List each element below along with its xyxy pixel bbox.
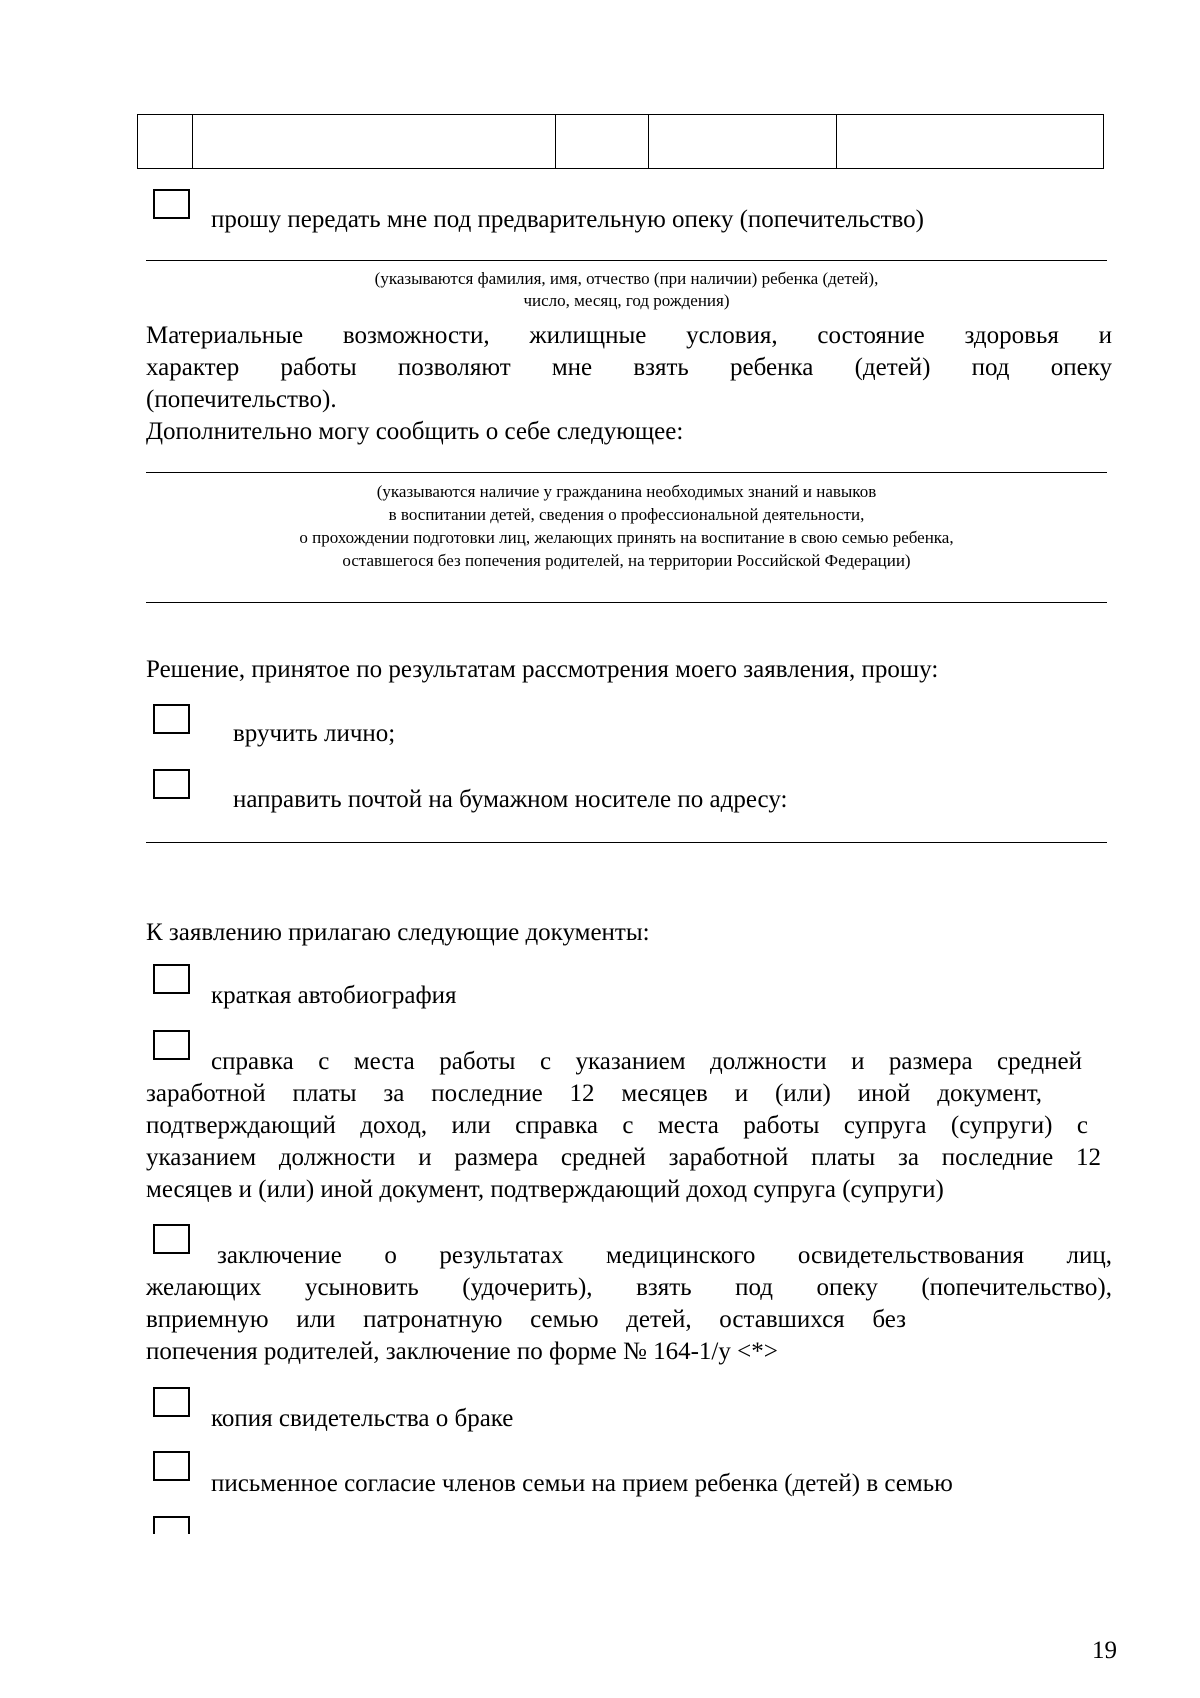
marriage-certificate-checkbox[interactable]	[153, 1387, 190, 1417]
medical-line-3: вприемную или патронатную семью детей, оставшихся без	[146, 1306, 906, 1333]
work-certificate-line-2: заработной платы за последние 12 месяцев и (или) иной документ,	[146, 1080, 1042, 1107]
opeka-checkbox[interactable]	[153, 189, 190, 219]
table-cell[interactable]	[837, 115, 1104, 169]
documents-label: К заявлению прилагаю следующие документы:	[146, 919, 650, 946]
material-line-2: характер работы позволяют мне взять ребенка (детей) под опеку	[146, 354, 1112, 381]
material-line-1: Материальные возможности, жилищные условия, состояние здоровья и	[146, 322, 1112, 349]
send-by-mail-label: направить почтой на бумажном носителе по адресу:	[233, 786, 788, 813]
child-caption-2: число, месяц, год рождения)	[523, 291, 730, 310]
top-table	[137, 114, 1104, 169]
additional-caption-3: о прохождении подготовки лиц, желающих принять на воспитание в свою семью ребенка,	[299, 528, 954, 547]
family-consent-checkbox[interactable]	[153, 1451, 190, 1481]
send-by-mail-checkbox[interactable]	[153, 769, 190, 799]
medical-line-1: заключение о результатах медицинского освидетельствования лиц,	[217, 1242, 1112, 1269]
table-cell[interactable]	[193, 115, 556, 169]
additional-info-field-2[interactable]	[146, 602, 1107, 603]
work-certificate-checkbox[interactable]	[153, 1030, 190, 1060]
table-cell[interactable]	[649, 115, 837, 169]
work-certificate-line-5: месяцев и (или) иной документ, подтверждающий доход супруга (супруги)	[146, 1176, 944, 1203]
work-certificate-line-4: указанием должности и размера средней заработной платы за последние 12	[146, 1144, 1101, 1171]
medical-line-2: желающих усыновить (удочерить), взять под опеку (попечительство),	[146, 1274, 1112, 1301]
deliver-personally-label: вручить лично;	[233, 720, 396, 747]
additional-caption-2: в воспитании детей, сведения о профессиональной деятельности,	[388, 505, 865, 524]
child-info-field[interactable]	[146, 260, 1107, 261]
additional-caption-1: (указываются наличие у гражданина необходимых знаний и навыков	[376, 482, 877, 501]
material-line-3: (попечительство).	[146, 386, 337, 413]
autobiography-label: краткая автобиография	[211, 982, 457, 1009]
medical-checkbox[interactable]	[153, 1224, 190, 1254]
family-consent-label: письменное согласие членов семьи на прием ребенка (детей) в семью	[211, 1470, 953, 1497]
decision-label: Решение, принятое по результатам рассмотрения моего заявления, прошу:	[146, 656, 939, 683]
deliver-personally-checkbox[interactable]	[153, 704, 190, 734]
work-certificate-line-1: справка с места работы с указанием должности и размера средней	[211, 1048, 1082, 1075]
medical-line-4: попечения родителей, заключение по форме № 164-1/у <*>	[146, 1338, 778, 1365]
additional-label: Дополнительно могу сообщить о себе следующее:	[146, 418, 684, 445]
additional-info-field[interactable]	[146, 472, 1107, 473]
next-checkbox-partial[interactable]	[153, 1516, 190, 1534]
mail-address-field[interactable]	[146, 842, 1107, 843]
child-caption-1: (указываются фамилия, имя, отчество (при наличии) ребенка (детей),	[374, 269, 879, 288]
additional-caption-4: оставшегося без попечения родителей, на территории Российской Федерации)	[342, 551, 911, 570]
page-number: 19	[1092, 1637, 1117, 1664]
autobiography-checkbox[interactable]	[153, 964, 190, 994]
work-certificate-line-3: подтверждающий доход, или справка с места работы супруга (супруги) с	[146, 1112, 1088, 1139]
opeka-request-text: прошу передать мне под предварительную опеку (попечительство)	[211, 206, 924, 233]
table-cell[interactable]	[556, 115, 649, 169]
table-cell[interactable]	[138, 115, 193, 169]
marriage-certificate-label: копия свидетельства о браке	[211, 1405, 514, 1432]
